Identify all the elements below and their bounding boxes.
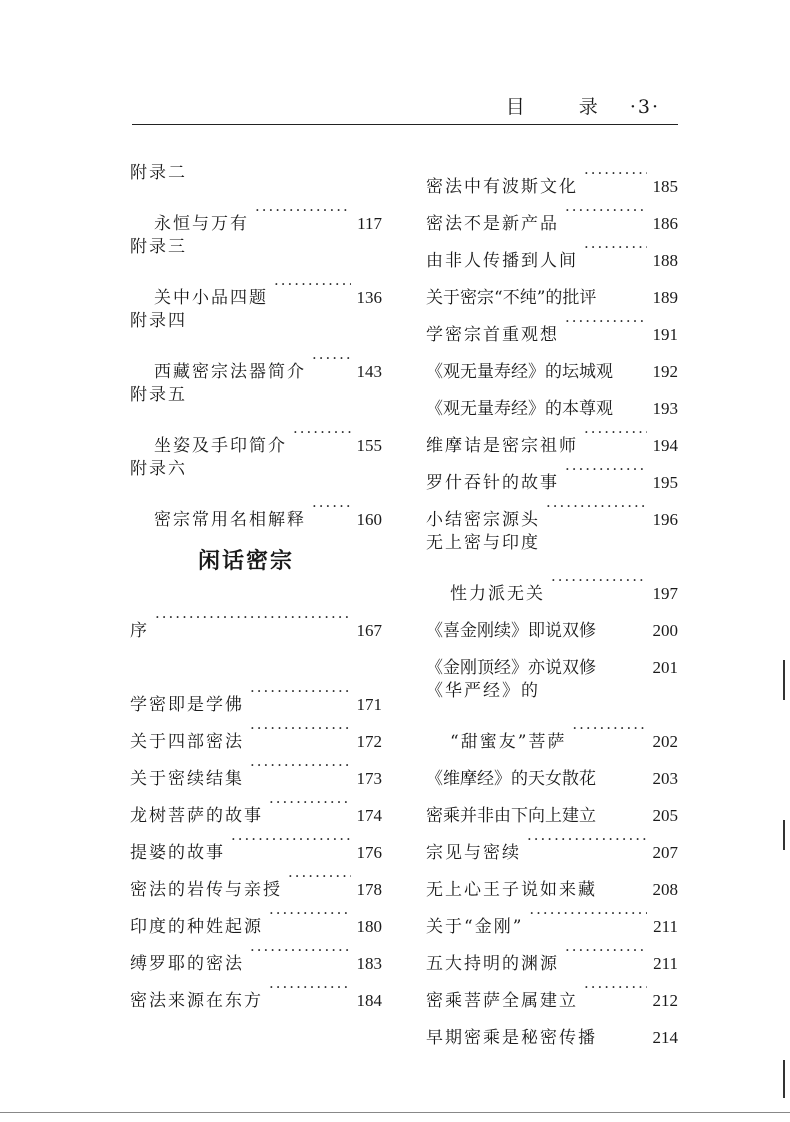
toc-entry-title: 小结密宗源头	[426, 510, 540, 530]
toc-entry-title: 密乘菩萨全属建立	[426, 991, 578, 1011]
leader-dots	[250, 932, 351, 969]
toc-entry-page: 200	[652, 621, 678, 640]
toc-entry-page: 172	[356, 732, 382, 751]
toc-entry-page: 183	[356, 954, 382, 973]
toc-entry-page: 201	[652, 658, 678, 677]
toc-left-column	[130, 155, 382, 1011]
toc-entry-wrap-line1[interactable]: 《华严经》的	[426, 681, 540, 701]
toc-entry[interactable]	[426, 303, 678, 345]
leader-dots	[584, 414, 647, 451]
toc-entry-title: 密法来源在东方	[130, 991, 263, 1011]
toc-entry[interactable]	[130, 784, 382, 826]
toc-entry-page: 203	[652, 769, 678, 788]
leader-dots	[602, 784, 647, 821]
toc-entry-title: 坐姿及手印简介	[154, 436, 287, 456]
leader-dots	[546, 488, 647, 525]
toc-entry-page: 155	[356, 436, 382, 455]
leader-dots	[155, 599, 351, 636]
toc-entry-title: 宗见与密续	[426, 843, 521, 863]
scan-edge-mark	[783, 1060, 785, 1098]
toc-entry-title: 《喜金刚续》即说双修	[426, 621, 596, 641]
toc-entry[interactable]	[426, 155, 678, 197]
toc-entry-title: “甜蜜友”菩萨	[450, 732, 567, 752]
toc-entry-page: 191	[652, 325, 678, 344]
toc-entry-page: 185	[652, 177, 678, 196]
toc-entry-title: 学密宗首重观想	[426, 325, 559, 345]
toc-entry-page: 188	[652, 251, 678, 270]
toc-entry-page: 189	[652, 288, 678, 307]
toc-entry-title: 密法中有波斯文化	[426, 177, 578, 197]
spacer	[130, 636, 382, 673]
toc-entry-page: 173	[356, 769, 382, 788]
toc-entry[interactable]	[426, 192, 678, 234]
toc-entry-page: 195	[652, 473, 678, 492]
leader-dots	[565, 303, 647, 340]
appendix-heading: 附录三	[130, 237, 187, 257]
toc-entry-title: 关于四部密法	[130, 732, 244, 752]
leader-dots	[565, 451, 647, 488]
toc-entry[interactable]	[426, 858, 678, 900]
toc-entry-wrap-line2[interactable]	[426, 710, 678, 752]
toc-entry-page: 207	[652, 843, 678, 862]
toc-entry-title: 无上心王子说如来藏	[426, 880, 597, 900]
toc-entry[interactable]	[426, 636, 678, 678]
toc-entry-preface[interactable]	[130, 599, 382, 641]
toc-entry-title: 性力派无关	[450, 584, 545, 604]
toc-entry-page: 205	[652, 806, 678, 825]
toc-entry[interactable]	[426, 1006, 678, 1048]
leader-dots	[269, 784, 351, 821]
header-title: 目 录	[505, 96, 622, 118]
leader-dots	[255, 192, 351, 229]
toc-entry-page: 171	[356, 695, 382, 714]
section-title: 闲话密宗	[197, 549, 294, 574]
leader-dots	[274, 266, 351, 303]
toc-entry[interactable]	[130, 821, 382, 863]
toc-entry-page: 186	[652, 214, 678, 233]
toc-entry[interactable]	[130, 340, 382, 382]
toc-entry[interactable]	[130, 266, 382, 308]
toc-entry[interactable]	[426, 229, 678, 271]
toc-entry-title: 西藏密宗法器简介	[154, 362, 306, 382]
toc-entry[interactable]	[130, 747, 382, 789]
toc-entry-page: 136	[356, 288, 382, 307]
toc-entry[interactable]	[426, 932, 678, 974]
toc-entry-title: 龙树菩萨的故事	[130, 806, 263, 826]
toc-entry-page: 202	[652, 732, 678, 751]
toc-entry-page: 193	[652, 399, 678, 418]
toc-right-column	[426, 155, 678, 1048]
leader-dots	[572, 710, 646, 747]
toc-entry-title: 印度的种姓起源	[130, 917, 263, 937]
leader-dots	[231, 821, 351, 858]
appendix-heading: 附录二	[130, 163, 187, 183]
toc-entry-title: 永恒与万有	[154, 214, 249, 234]
toc-entry-title: 由非人传播到人间	[426, 251, 578, 271]
toc-entry-title: 《维摩经》的天女散花	[426, 769, 596, 789]
scan-edge-mark	[783, 660, 785, 700]
toc-entry[interactable]	[426, 488, 678, 530]
toc-entry[interactable]	[130, 858, 382, 900]
toc-entry-title: 提婆的故事	[130, 843, 225, 863]
toc-entry[interactable]	[130, 192, 382, 234]
toc-entry[interactable]	[426, 340, 678, 382]
leader-dots	[288, 858, 351, 895]
toc-entry-page: 143	[356, 362, 382, 381]
toc-entry-title: 《观无量寿经》的坛城观	[426, 362, 613, 382]
leader-dots	[584, 155, 647, 192]
leader-dots	[565, 192, 647, 229]
toc-entry[interactable]	[130, 673, 382, 715]
leader-dots	[602, 747, 647, 784]
toc-entry-page: 178	[356, 880, 382, 899]
toc-entry[interactable]	[426, 414, 678, 456]
toc-entry-page: 214	[652, 1028, 678, 1047]
toc-entry[interactable]	[426, 895, 678, 937]
toc-entry-title: 关于密续结集	[130, 769, 244, 789]
toc-entry-title: 关于密宗“不纯”的批评	[426, 288, 597, 308]
toc-entry-title: 罗什吞针的故事	[426, 473, 559, 493]
leader-dots	[312, 488, 351, 525]
leader-dots	[602, 636, 647, 673]
toc-entry-page: 211	[653, 954, 678, 973]
toc-entry-title: 《金刚顶经》亦说双修	[426, 658, 596, 678]
scan-edge-mark	[783, 820, 785, 850]
toc-entry[interactable]	[426, 784, 678, 826]
toc-entry-page: 176	[356, 843, 382, 862]
toc-entry-page: 160	[356, 510, 382, 529]
leader-dots	[527, 821, 647, 858]
leader-dots	[312, 340, 351, 377]
toc-entry-title: 密乘并非由下向上建立	[426, 806, 596, 826]
toc-entry-wrap-line2[interactable]	[426, 562, 678, 604]
toc-entry-page: 117	[357, 214, 382, 233]
toc-entry-page: 184	[356, 991, 382, 1010]
toc-entry[interactable]	[426, 266, 678, 308]
bottom-rule	[0, 1112, 790, 1113]
toc-entry[interactable]	[426, 969, 678, 1011]
toc-entry-title: 密法不是新产品	[426, 214, 559, 234]
toc-entry[interactable]	[426, 451, 678, 493]
toc-entry-title: 五大持明的渊源	[426, 954, 559, 974]
toc-entry-page: 194	[652, 436, 678, 455]
toc-entry[interactable]	[130, 895, 382, 937]
toc-entry-title: 密宗常用名相解释	[154, 510, 306, 530]
toc-entry-title: 关中小品四题	[154, 288, 268, 308]
appendix-heading: 附录四	[130, 311, 187, 331]
toc-entry-title: 缚罗耶的密法	[130, 954, 244, 974]
toc-entry-page: 196	[652, 510, 678, 529]
leader-dots	[602, 599, 647, 636]
toc-entry-title: 序	[130, 621, 149, 641]
appendix-heading: 附录五	[130, 385, 187, 405]
leader-dots	[250, 710, 351, 747]
leader-dots	[551, 562, 647, 599]
leader-dots	[250, 747, 351, 784]
leader-dots	[603, 1006, 647, 1043]
toc-entry[interactable]	[130, 932, 382, 974]
toc-entry-title: 关于“金刚”	[426, 917, 524, 937]
toc-entry[interactable]	[426, 747, 678, 789]
leader-dots	[602, 266, 646, 303]
toc-entry[interactable]	[130, 488, 382, 530]
leader-dots	[293, 414, 351, 451]
toc-entry-page: 167	[356, 621, 382, 640]
toc-entry-title: 早期密乘是秘密传播	[426, 1028, 597, 1048]
toc-entry-wrap-line1[interactable]: 无上密与印度	[426, 533, 540, 553]
leader-dots	[619, 340, 647, 377]
toc-entry-title: 《观无量寿经》的本尊观	[426, 399, 613, 419]
toc-entry-title: 维摩诘是密宗祖师	[426, 436, 578, 456]
toc-entry-page: 211	[653, 917, 678, 936]
toc-entry-page: 180	[356, 917, 382, 936]
page-header	[132, 88, 678, 125]
leader-dots	[529, 895, 647, 932]
header-text	[506, 92, 660, 119]
leader-dots	[584, 969, 647, 1006]
toc-entry-page: 197	[652, 584, 678, 603]
toc-entry[interactable]	[426, 599, 678, 641]
page-number: ·3·	[629, 96, 660, 118]
toc-entry-title: 密法的岩传与亲授	[130, 880, 282, 900]
leader-dots	[584, 229, 647, 266]
toc-entry-page: 212	[652, 991, 678, 1010]
toc-entry[interactable]	[130, 414, 382, 456]
leader-dots	[603, 858, 647, 895]
leader-dots	[619, 377, 647, 414]
toc-entry-page: 192	[652, 362, 678, 381]
toc-entry-page: 174	[356, 806, 382, 825]
toc-entry[interactable]	[130, 969, 382, 1011]
toc-entry-page: 208	[652, 880, 678, 899]
toc-entry[interactable]	[426, 821, 678, 863]
toc-entry[interactable]	[426, 377, 678, 419]
leader-dots	[565, 932, 647, 969]
leader-dots	[269, 895, 351, 932]
leader-dots	[269, 969, 351, 1006]
toc-entry-title: 学密即是学佛	[130, 695, 244, 715]
leader-dots	[250, 673, 351, 710]
appendix-heading: 附录六	[130, 459, 187, 479]
toc-entry[interactable]	[130, 710, 382, 752]
